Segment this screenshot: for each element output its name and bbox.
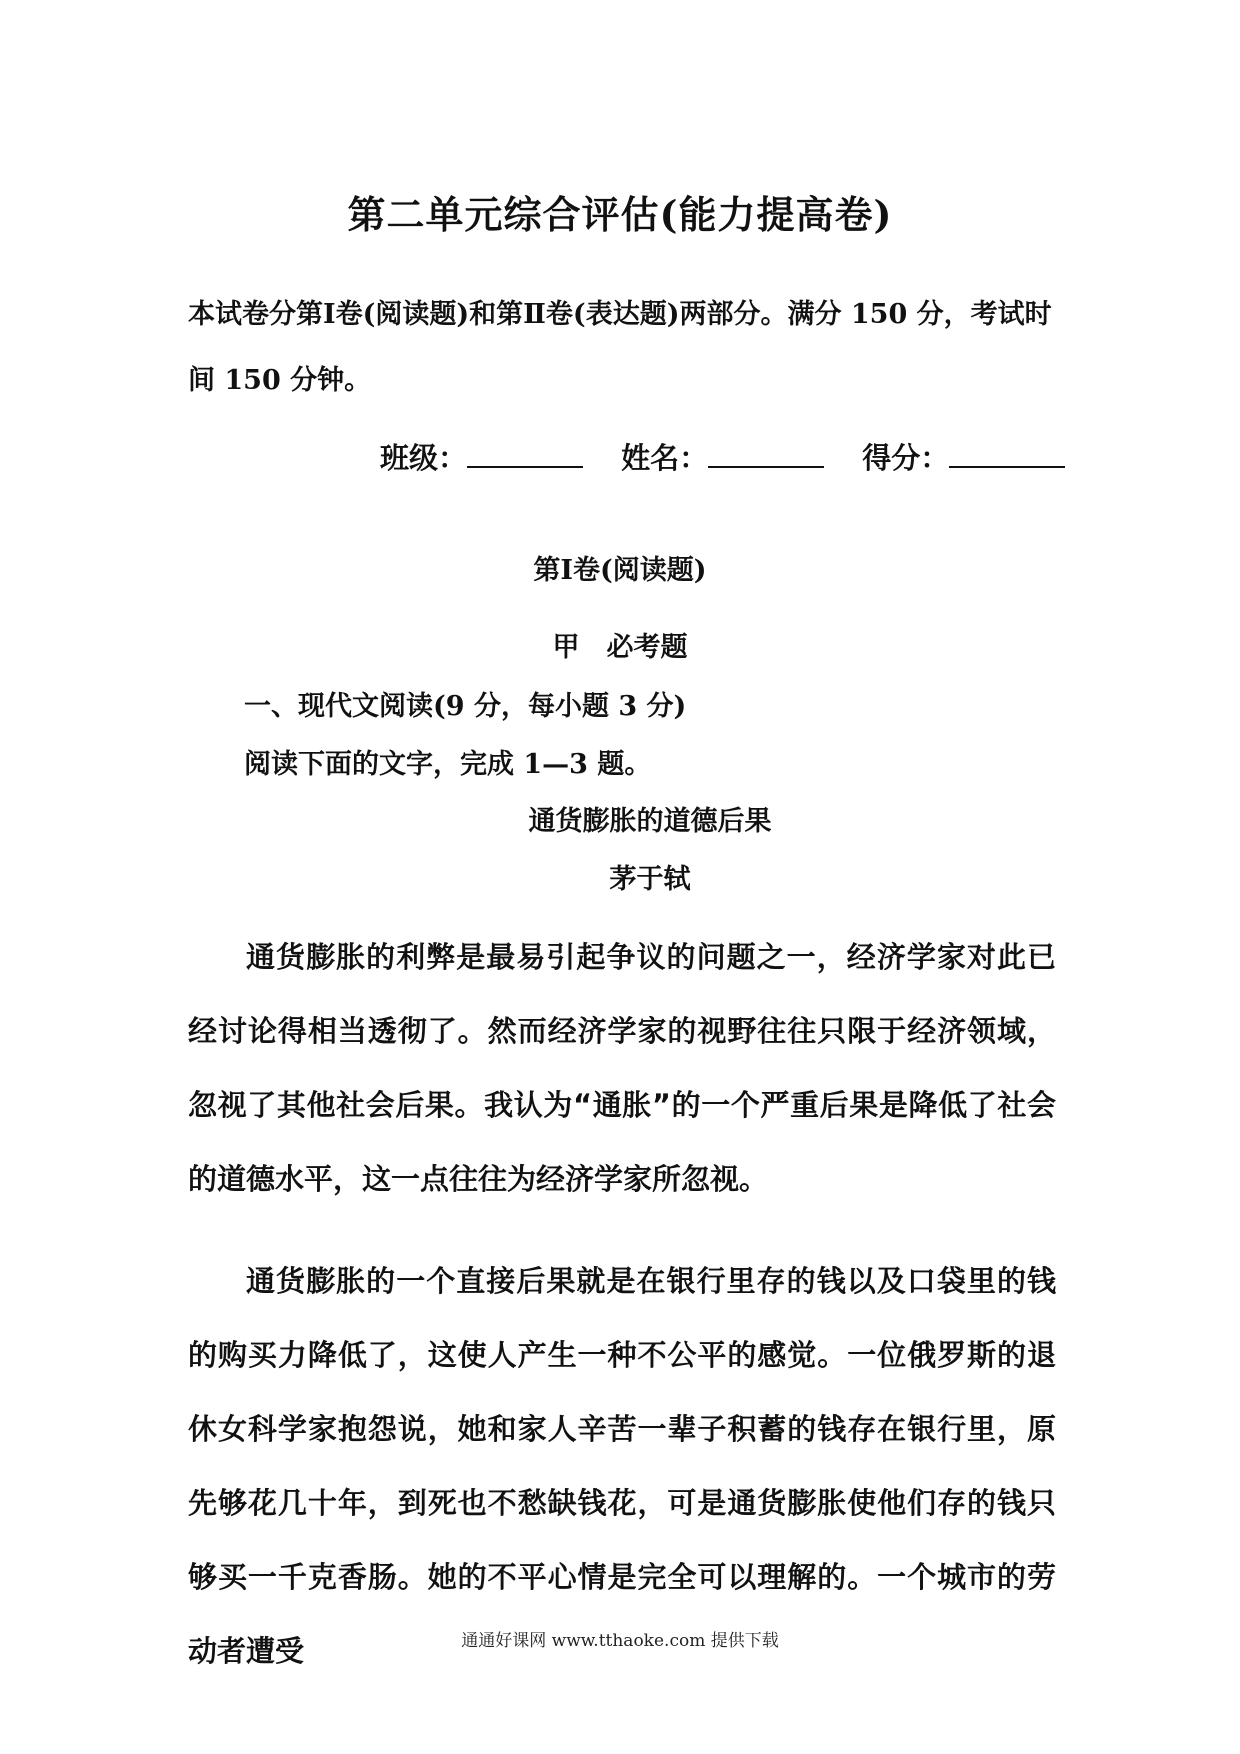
reading-instruction: 阅读下面的文字，完成 1—3 题。: [244, 749, 652, 780]
required-section-heading: 甲 必考题: [552, 632, 688, 663]
exam-title: 第二单元综合评估(能力提高卷): [347, 192, 893, 237]
article-paragraph: 通货膨胀的一个直接后果就是在银行里存的钱以及口袋里的钱的购买力降低了，这使人产生一种不公平的感觉。一位俄罗斯的退休女科学家抱怨说，她和家人辛苦一辈子积蓄的钱存在银行里，原先够花几十年，到死也不愁缺钱花，可是通货膨胀使他们存的钱只够买一千克香肠。她的不平心情是完全可以理解的。一个城市的劳动者遭受: [188, 1264, 1056, 1668]
class-label: 班级：: [380, 441, 468, 475]
score-blank: [949, 442, 1065, 468]
score-field: [862, 436, 1065, 477]
score-label: 得分：: [862, 441, 950, 475]
class-field: [380, 436, 583, 477]
exam-intro: 本试卷分第Ⅰ卷(阅读题)和第Ⅱ卷(表达题)两部分。满分 150 分，考试时间 150 分钟。: [188, 299, 1052, 396]
page-footer: 通通好课网 www.tthaoke.com 提供下载: [461, 1631, 779, 1651]
student-info-fields: [380, 436, 1060, 477]
part-one-heading: 第Ⅰ卷(阅读题): [533, 555, 707, 586]
article-body: [188, 920, 1056, 1716]
question-section-heading: 一、现代文阅读(9 分，每小题 3 分): [244, 691, 687, 722]
name-field: [621, 436, 824, 477]
name-blank: [708, 442, 824, 468]
article-title: 通货膨胀的道德后果: [528, 806, 772, 837]
name-label: 姓名：: [621, 441, 709, 475]
article-author: 茅于轼: [609, 864, 691, 895]
class-blank: [467, 442, 583, 468]
article-paragraph: 通货膨胀的利弊是最易引起争议的问题之一，经济学家对此已经讨论得相当透彻了。然而经济学家的视野往往只限于经济领域，忽视了其他社会后果。我认为“通胀”的一个严重后果是降低了社会的道德水平，这一点往往为经济学家所忽视。: [188, 940, 1056, 1196]
